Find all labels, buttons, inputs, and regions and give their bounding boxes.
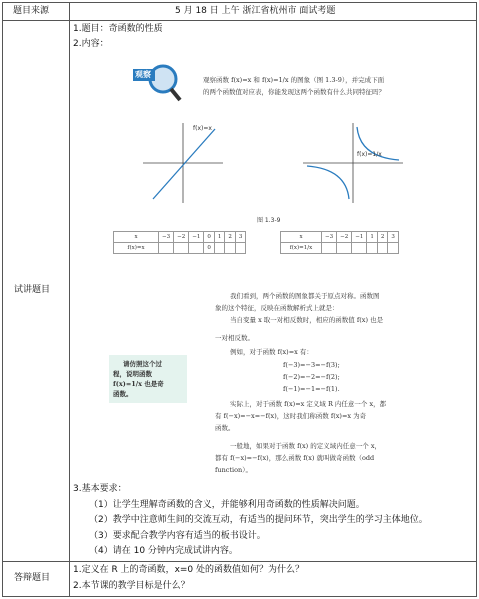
t1-v4 xyxy=(214,243,225,254)
value-table-1 xyxy=(113,231,246,254)
side-note-line4: 函数。 xyxy=(113,390,133,398)
table-bottom-border xyxy=(2,596,477,597)
t2-cell-4 xyxy=(367,243,378,254)
content-line: 2.内容： xyxy=(73,39,109,49)
requirement-1: （1）让学生理解奇函数的含义，并能够利用奇函数的性质解决问题。 xyxy=(89,500,365,510)
eq3: f(−1)=−1=−f(1). xyxy=(283,385,340,393)
t2-h6: 3 xyxy=(388,232,399,243)
graph2-label: f(x)=1/x xyxy=(357,151,382,158)
t1-row-label: f(x)=x xyxy=(114,243,159,254)
badge-text: 观察 xyxy=(135,70,151,79)
side-note-line2: 程，说明函数 xyxy=(113,370,152,378)
t2-h2: −2 xyxy=(337,232,352,243)
side-note-line3: f(x)=1/x 也是奇 xyxy=(113,380,164,388)
defense-label: 答辩题目 xyxy=(14,573,51,583)
trial-bottom-border xyxy=(2,561,477,562)
t2-row-label: f(x)=1/x xyxy=(281,243,322,254)
source-value: 5 月 18 日 上午 浙江省杭州市 面试考题 xyxy=(175,6,336,16)
t1-h1: −3 xyxy=(159,232,174,243)
para2-line1: 实际上，对于函数 f(x)=x 定义域 R 内任意一个 x，都 xyxy=(230,400,387,408)
t1-h6: 2 xyxy=(225,232,236,243)
t1-h3: −1 xyxy=(189,232,204,243)
source-label: 题目来源 xyxy=(13,6,50,16)
t1-h7: 3 xyxy=(235,232,246,243)
t1-v0 xyxy=(159,243,174,254)
requirements-title: 3.基本要求： xyxy=(73,484,127,494)
table-top-border xyxy=(2,2,477,3)
t2-h0: x xyxy=(281,232,322,243)
t2-cell-1 xyxy=(322,243,337,254)
value-table-2 xyxy=(280,231,399,254)
side-note-line1: 请仿照这个过 xyxy=(123,360,162,368)
t1-h5: 1 xyxy=(214,232,225,243)
t1-v3: 0 xyxy=(204,243,215,254)
defense-q1: 1.定义在 R 上的奇函数，x=0 处的函数值如何？为什么？ xyxy=(73,565,305,575)
para1-line3: 当自变量 x 取一对相反数时，相应的函数值 f(x) 也是 xyxy=(230,316,384,324)
t2-cell-2 xyxy=(337,243,352,254)
trial-label: 试讲题目 xyxy=(14,285,51,295)
graph1-label: f(x)=x xyxy=(193,125,212,132)
t1-h0: x xyxy=(114,232,159,243)
table-right-border xyxy=(476,2,477,597)
para2-line3: 函数。 xyxy=(215,424,235,432)
para2-line2: 有 f(−x)=−x=−f(x)，这时我们称函数 f(x)=x 为奇 xyxy=(215,412,367,420)
t1-v1 xyxy=(174,243,189,254)
example-line: 例如，对于函数 f(x)=x 有： xyxy=(230,348,313,356)
t2-h1: −3 xyxy=(322,232,337,243)
para3-line2: 都有 f(−x)=−f(x)，那么函数 f(x) 就叫做奇函数（odd xyxy=(215,454,375,462)
eq2: f(−2)=−2=−f(2); xyxy=(283,373,340,381)
t1-v6 xyxy=(235,243,246,254)
t2-h3: −1 xyxy=(352,232,367,243)
t2-cell-3 xyxy=(352,243,367,254)
t2-h5: 2 xyxy=(377,232,388,243)
observe-badge xyxy=(133,63,183,103)
graph-f-x-equals-x xyxy=(143,123,223,203)
para1-line1: 我们看到，两个函数的图象都关于原点对称。函数图 xyxy=(230,292,380,300)
eq1: f(−3)=−3=−f(3); xyxy=(283,361,340,369)
defense-q2: 2.本节课的教学目标是什么？ xyxy=(73,581,190,591)
t2-h4: 1 xyxy=(367,232,378,243)
requirement-3: （3）要求配合教学内容有适当的板书设计。 xyxy=(89,531,266,541)
t1-v5 xyxy=(225,243,236,254)
column-divider xyxy=(69,2,70,597)
textbook-excerpt xyxy=(95,55,440,475)
intro-line-1: 观察函数 f(x)=x 和 f(x)=1/x 的图象（图 1.3-9），并完成下面 xyxy=(203,76,385,84)
header-bottom-border xyxy=(2,20,477,21)
para3-line1: 一般地，如果对于函数 f(x) 的定义域内任意一个 x， xyxy=(230,442,382,450)
table-left-border xyxy=(2,2,3,597)
para1-line4: 一对相反数。 xyxy=(215,334,254,342)
graph-f-x-equals-1-over-x xyxy=(303,123,403,203)
requirement-2: （2）教学中注意师生间的交流互动，有适当的提问环节，突出学生的学习主体地位。 xyxy=(89,515,428,525)
t2-cell-5 xyxy=(377,243,388,254)
t1-h2: −2 xyxy=(174,232,189,243)
intro-line-2: 的两个函数值对应表，你能发现这两个函数有什么共同特征吗？ xyxy=(203,88,385,96)
para1-line2: 象的这个特征，反映在函数解析式上就是： xyxy=(215,304,339,312)
t1-h4: 0 xyxy=(204,232,215,243)
side-note xyxy=(109,355,187,403)
para3-line3: function）。 xyxy=(215,466,252,474)
t2-cell-6 xyxy=(388,243,399,254)
topic-line: 1.题目：奇函数的性质 xyxy=(73,24,163,34)
t1-v2 xyxy=(189,243,204,254)
requirement-4: （4）请在 10 分钟内完成试讲内容。 xyxy=(89,546,238,556)
figure-caption: 图 1.3-9 xyxy=(257,217,281,224)
